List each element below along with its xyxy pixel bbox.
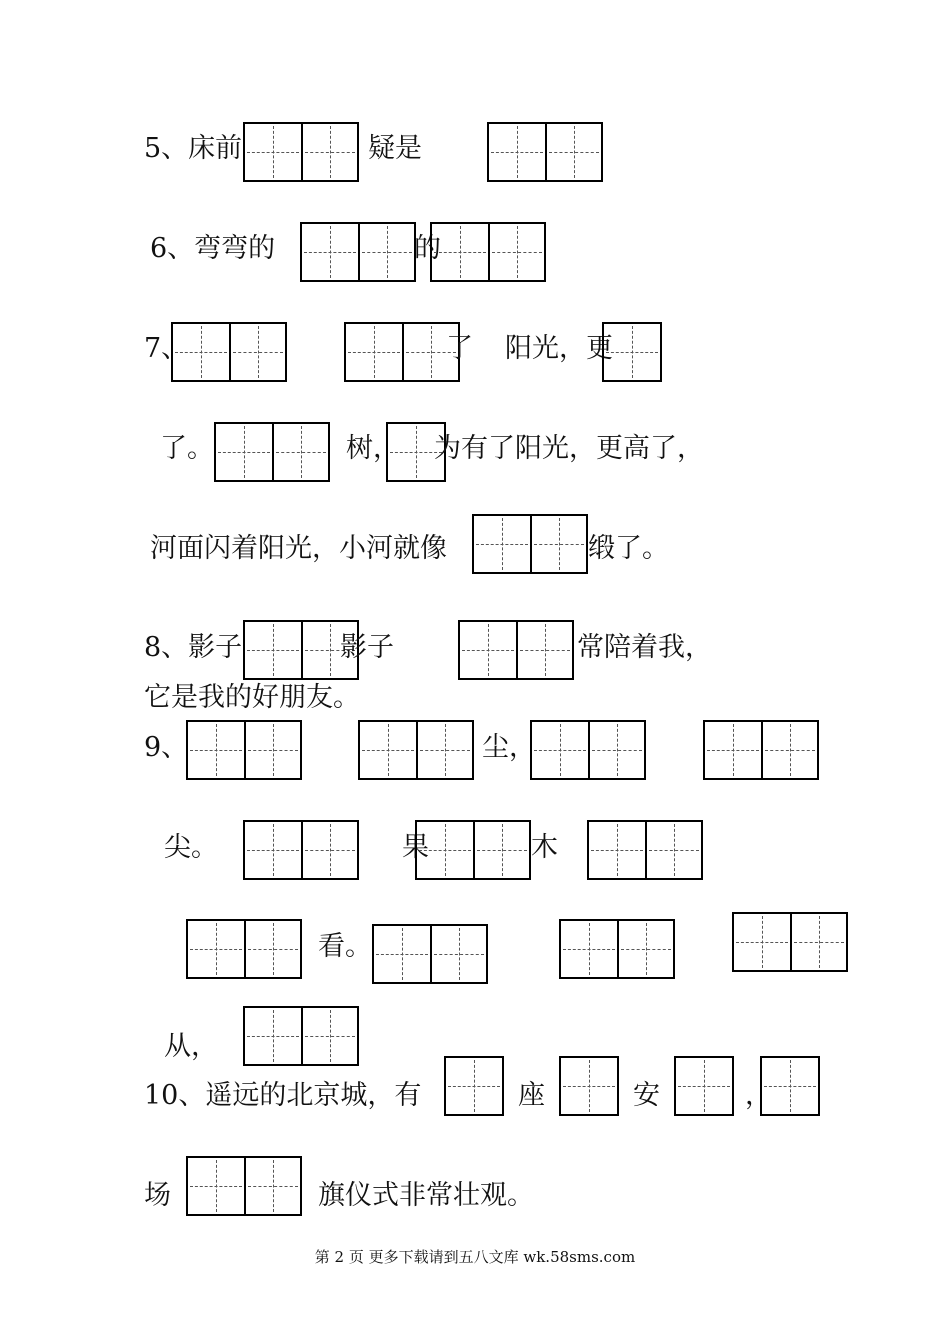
- tianzige-box[interactable]: [487, 122, 603, 182]
- q9-text-4: 果: [402, 832, 429, 863]
- tianzige-box[interactable]: [372, 924, 488, 984]
- q7-text-7: 河面闪着阳光，小河就像: [150, 533, 447, 564]
- tianzige-box[interactable]: [186, 919, 302, 979]
- tianzige-box[interactable]: [171, 322, 287, 382]
- q10-text-6: 旗仪式非常壮观。: [318, 1180, 534, 1211]
- q9-text-1: 9、: [144, 732, 189, 763]
- q8-text-2: 影子: [340, 632, 394, 663]
- q7-text-3: 阳光，更: [505, 333, 613, 364]
- q6-text-2: 的: [414, 233, 441, 264]
- q8-text-3: 常陪着我，: [577, 632, 712, 663]
- q9-text-6: 看。: [318, 931, 372, 962]
- tianzige-box[interactable]: [300, 222, 416, 282]
- tianzige-box[interactable]: [559, 1056, 619, 1116]
- q10-text-1: 10、遥远的北京城，有: [144, 1080, 422, 1111]
- tianzige-box[interactable]: [587, 820, 703, 880]
- tianzige-box[interactable]: [186, 1156, 302, 1216]
- q9-text-3: 尖。: [164, 832, 218, 863]
- q9-text-5: 木: [531, 832, 558, 863]
- q5-text-2: 疑是: [368, 133, 422, 164]
- tianzige-box[interactable]: [703, 720, 819, 780]
- tianzige-box[interactable]: [530, 720, 646, 780]
- q7-text-5: 树，: [346, 433, 400, 464]
- tianzige-box[interactable]: [674, 1056, 734, 1116]
- tianzige-box[interactable]: [430, 222, 546, 282]
- tianzige-box[interactable]: [602, 322, 662, 382]
- tianzige-box[interactable]: [358, 720, 474, 780]
- q9-text-2: 尘，: [482, 732, 536, 763]
- q10-text-4: ，: [745, 1080, 772, 1111]
- q7-text-2: 了: [446, 333, 473, 364]
- q9-text-7: 从，: [164, 1031, 218, 1062]
- tianzige-box[interactable]: [559, 919, 675, 979]
- tianzige-box[interactable]: [458, 620, 574, 680]
- q7-text-1: 7、: [144, 333, 189, 364]
- q7-text-8: 缎了。: [588, 533, 669, 564]
- q5-text-1: 5、床前: [144, 133, 243, 164]
- q10-text-2: 座: [518, 1080, 545, 1111]
- q8-text-4: 它是我的好朋友。: [144, 682, 360, 713]
- tianzige-box[interactable]: [243, 1006, 359, 1066]
- tianzige-box[interactable]: [214, 422, 330, 482]
- q6-text-1: 6、弯弯的: [150, 233, 276, 264]
- tianzige-box[interactable]: [243, 820, 359, 880]
- q10-text-5: 场: [144, 1180, 171, 1211]
- tianzige-box[interactable]: [186, 720, 302, 780]
- tianzige-box[interactable]: [732, 912, 848, 972]
- tianzige-box[interactable]: [415, 820, 531, 880]
- q10-text-3: 安: [633, 1080, 660, 1111]
- tianzige-box[interactable]: [344, 322, 460, 382]
- tianzige-box[interactable]: [472, 514, 588, 574]
- tianzige-box[interactable]: [760, 1056, 820, 1116]
- q8-text-1: 8、影子: [144, 632, 243, 663]
- q7-text-4: 了。: [160, 433, 214, 464]
- page-footer: 第 2 页 更多下载请到五八文库 wk.58sms.com: [314, 1248, 636, 1266]
- tianzige-box[interactable]: [243, 122, 359, 182]
- q7-text-6: 为有了阳光，更高了，: [434, 433, 704, 464]
- tianzige-box[interactable]: [444, 1056, 504, 1116]
